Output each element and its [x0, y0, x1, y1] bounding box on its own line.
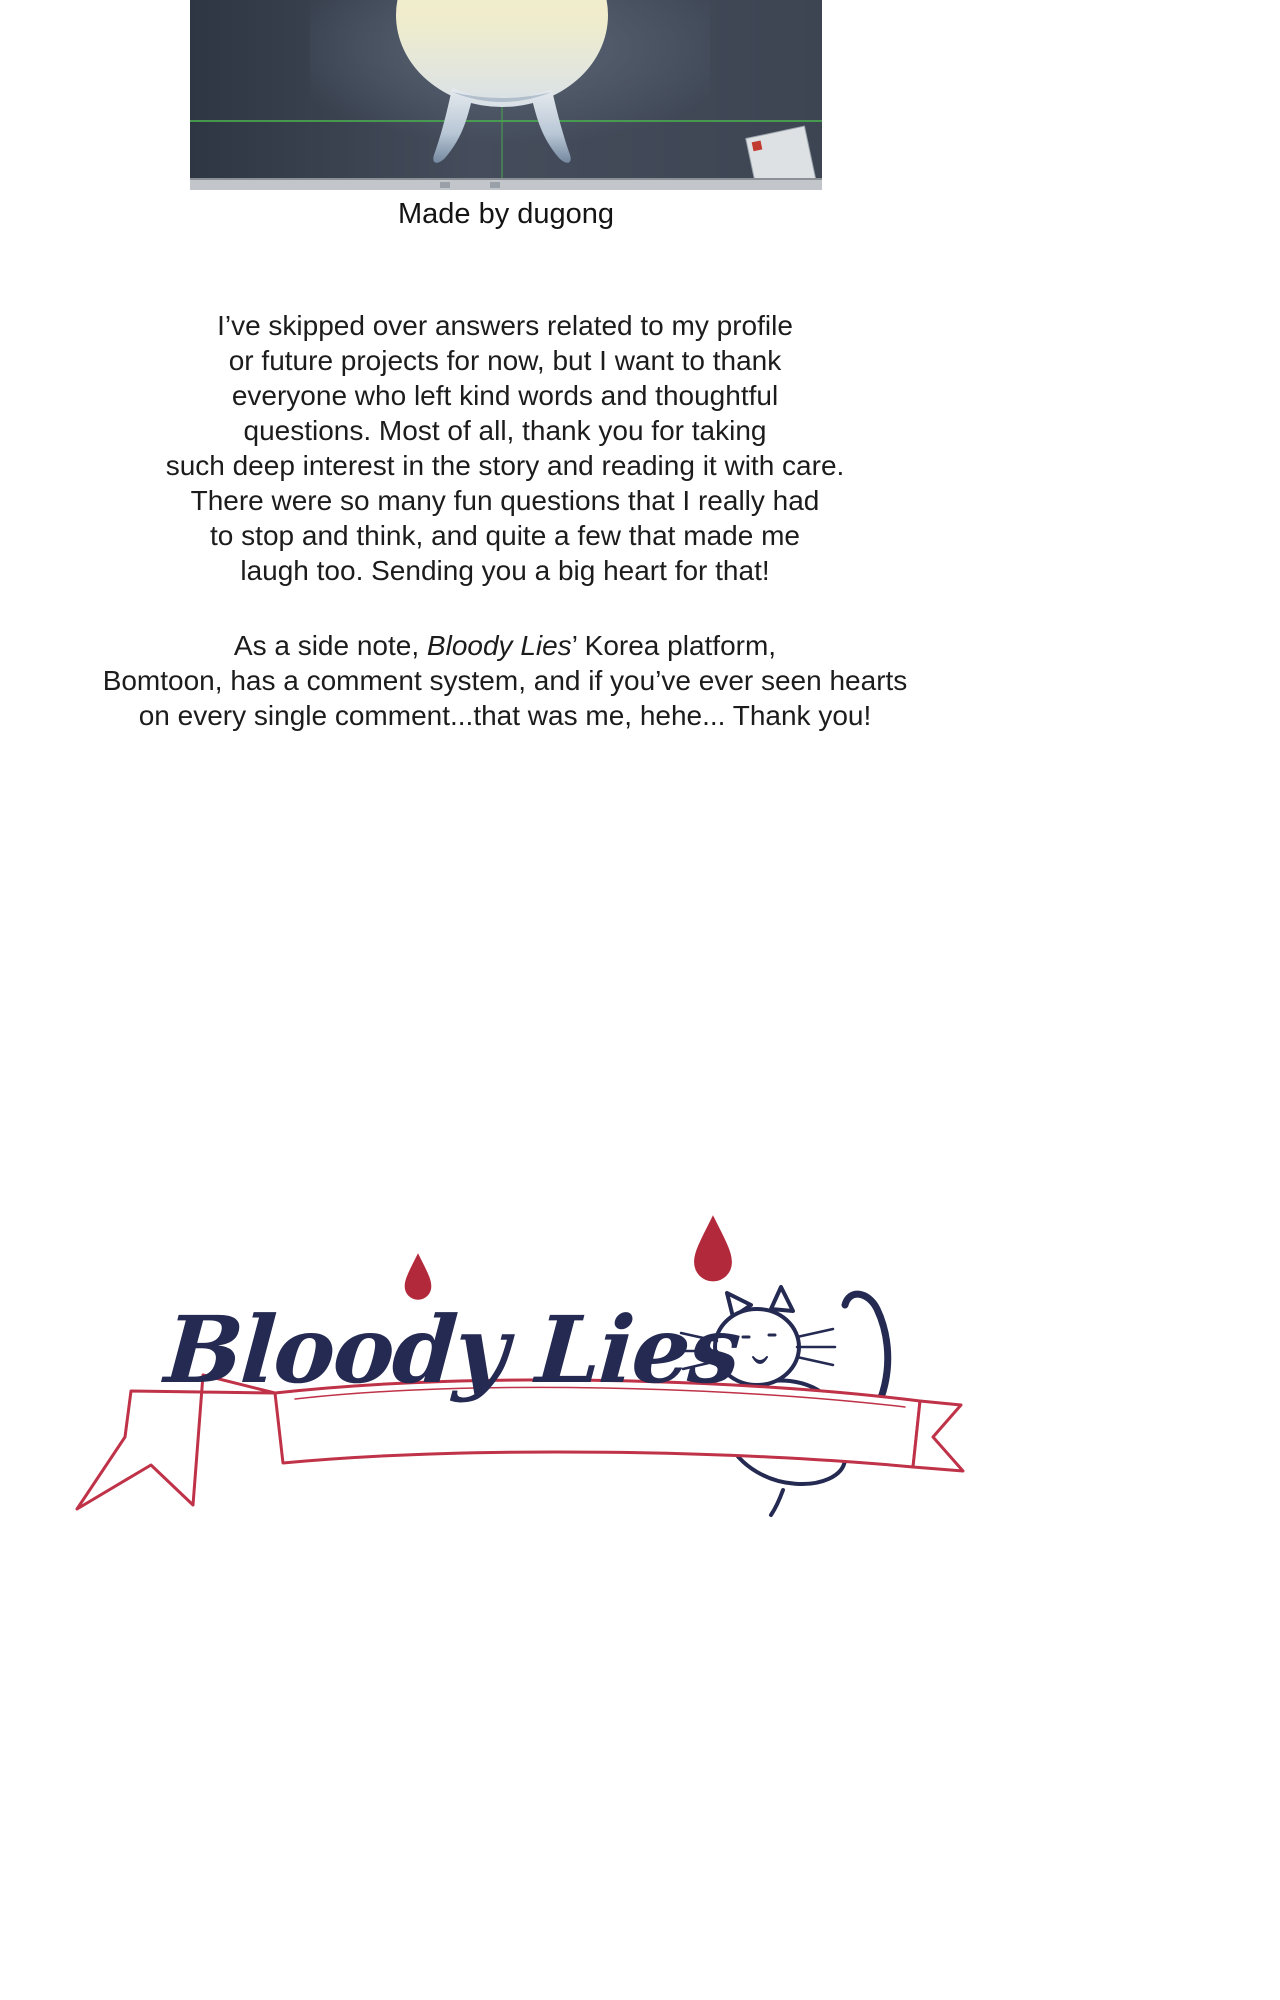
ribbon-right-fork [913, 1401, 963, 1471]
made-by-dugong-photo [190, 0, 822, 190]
blood-drop [405, 1253, 432, 1300]
body-line: on every single comment...that was me, hehe... Thank you! [138, 700, 872, 731]
body-line: to stop and think, and quite a few that made me [210, 520, 800, 551]
side-note-paragraph [0, 628, 1010, 733]
body-line: or future projects for now, but I want to thank [228, 345, 782, 376]
red-marker [752, 141, 763, 152]
photo-caption: Made by dugong [397, 198, 615, 230]
body-line: Bomtoon, has a comment system, and if you’ve ever seen hearts [102, 665, 908, 696]
dugong-3d-model-photo [190, 0, 822, 190]
title-italic: Bloody Lies [426, 630, 572, 661]
taskbar-strip [190, 180, 822, 190]
body-text: As a side note, [233, 630, 427, 661]
body-line: questions. Most of all, thank you for taking [243, 415, 767, 446]
cat-leg [771, 1490, 783, 1515]
body-line [0, 628, 1010, 663]
series-logo-title: Bloody Lies [161, 1296, 743, 1404]
body-line: There were so many fun questions that I really had [190, 485, 820, 516]
body-line: such deep interest in the story and reading it with care. [165, 450, 845, 481]
body-line: laugh too. Sending you a big heart for that! [240, 555, 770, 586]
body-line: everyone who left kind words and thoughtful [231, 380, 779, 411]
thank-you-paragraph [0, 308, 1010, 588]
blood-drop [694, 1215, 732, 1281]
body-text: ’ Korea platform, [571, 630, 777, 661]
body-line: I’ve skipped over answers related to my profile [217, 310, 793, 341]
